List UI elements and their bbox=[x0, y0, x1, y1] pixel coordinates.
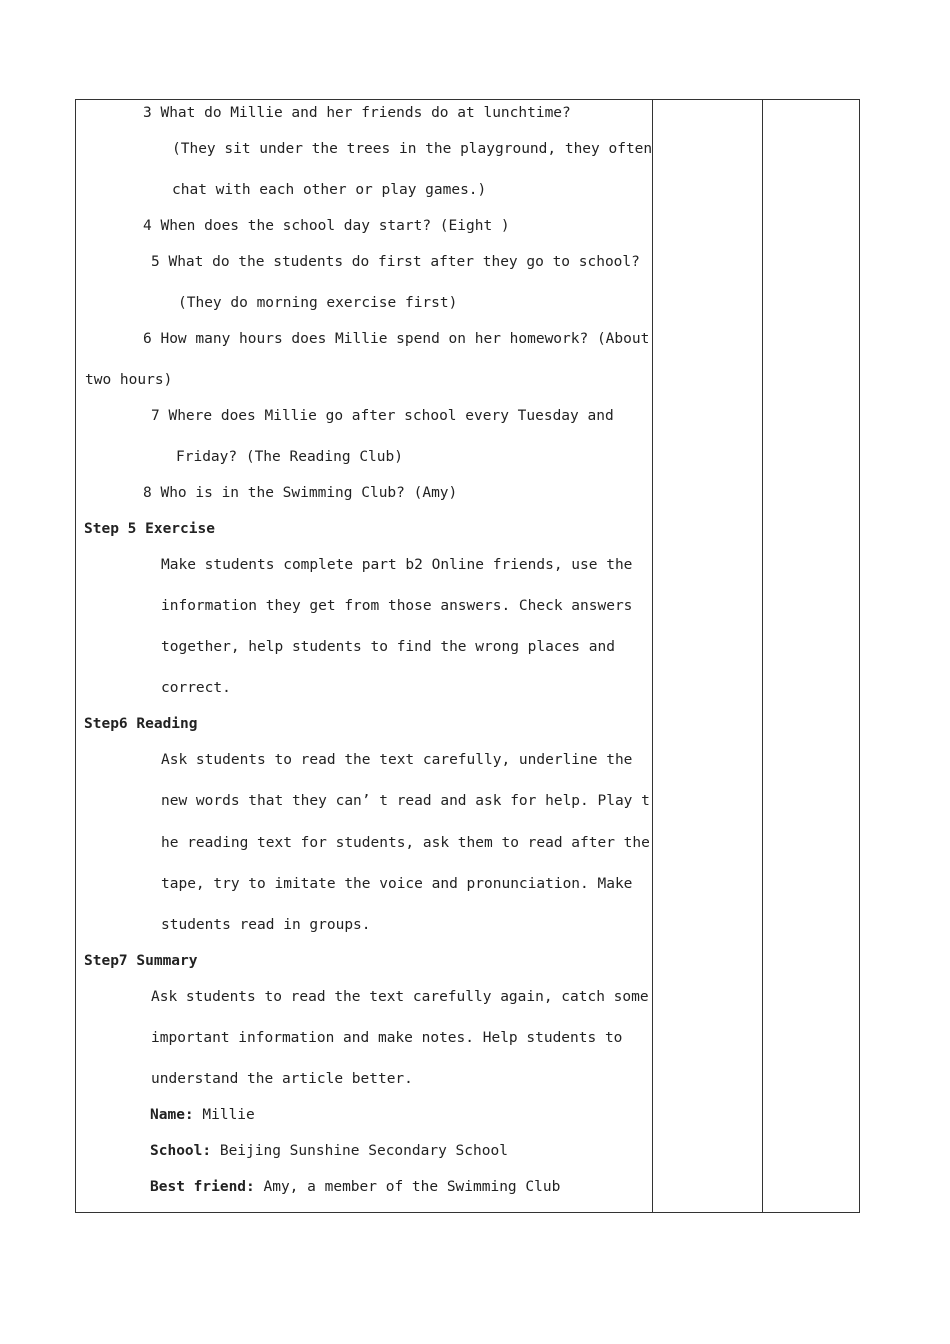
step-7-heading: Step7 Summary bbox=[84, 953, 198, 969]
step-5-line: Make students complete part b2 Online friends, use the bbox=[161, 557, 633, 573]
step-5-line: together, help students to find the wrong places and bbox=[161, 639, 615, 655]
answer-3-line-1: (They sit under the trees in the playground, they often bbox=[172, 141, 653, 157]
question-8: 8 Who is in the Swimming Club? (Amy) bbox=[143, 485, 458, 501]
column-divider bbox=[652, 100, 653, 1212]
step-7-line: Ask students to read the text carefully again, catch some bbox=[151, 989, 649, 1005]
question-7-line-2: Friday? (The Reading Club) bbox=[176, 449, 403, 465]
step-5-line: correct. bbox=[161, 680, 231, 696]
summary-best-friend-label: Best friend: bbox=[150, 1179, 255, 1195]
question-3: 3 What do Millie and her friends do at lunchtime? bbox=[143, 105, 571, 121]
summary-school-value: Beijing Sunshine Secondary School bbox=[211, 1143, 508, 1159]
step-6-line: tape, try to imitate the voice and pronunciation. Make bbox=[161, 876, 633, 892]
step-5-heading: Step 5 Exercise bbox=[84, 521, 215, 537]
step-6-line: Ask students to read the text carefully, underline the bbox=[161, 752, 633, 768]
step-6-line: new words that they can’ t read and ask for help. Play t bbox=[161, 793, 650, 809]
question-6-line-2: two hours) bbox=[85, 372, 173, 388]
question-4: 4 When does the school day start? (Eight ) bbox=[143, 218, 510, 234]
question-5: 5 What do the students do first after they go to school? bbox=[151, 254, 640, 270]
step-5-line: information they get from those answers. Check answers bbox=[161, 598, 633, 614]
summary-name-value: Millie bbox=[193, 1107, 255, 1123]
summary-name-label: Name: bbox=[150, 1107, 194, 1123]
answer-3-line-2: chat with each other or play games.) bbox=[172, 182, 487, 198]
step-6-heading: Step6 Reading bbox=[84, 716, 198, 732]
summary-name bbox=[150, 1105, 255, 1125]
answer-5: (They do morning exercise first) bbox=[178, 295, 458, 311]
summary-best-friend-value: Amy, a member of the Swimming Club bbox=[254, 1179, 561, 1195]
step-6-line: he reading text for students, ask them to read after the bbox=[161, 835, 650, 851]
summary-best-friend bbox=[150, 1177, 560, 1197]
step-7-line: important information and make notes. Help students to bbox=[151, 1030, 623, 1046]
step-6-line: students read in groups. bbox=[161, 917, 371, 933]
question-7-line-1: 7 Where does Millie go after school every Tuesday and bbox=[151, 408, 614, 424]
column-divider bbox=[762, 100, 763, 1212]
summary-school bbox=[150, 1141, 508, 1161]
question-6-line-1: 6 How many hours does Millie spend on her homework? (About bbox=[143, 331, 650, 347]
summary-school-label: School: bbox=[150, 1143, 212, 1159]
step-7-line: understand the article better. bbox=[151, 1071, 413, 1087]
